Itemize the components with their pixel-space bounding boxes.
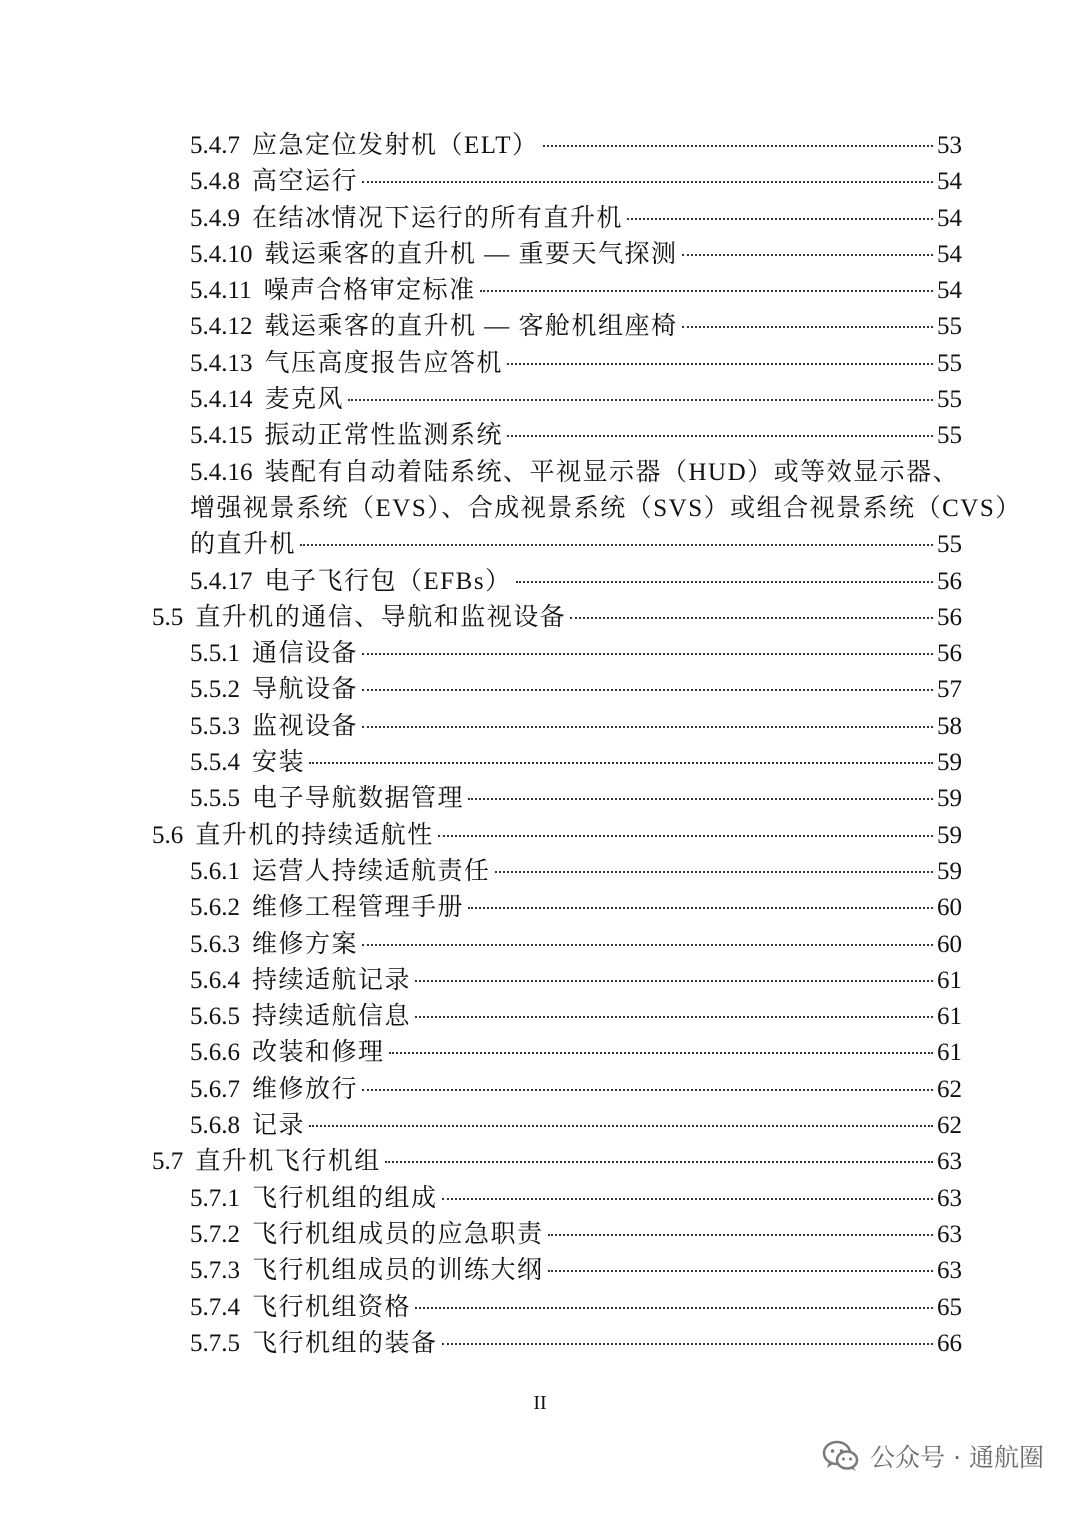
- toc-entry-label: [190, 237, 678, 273]
- toc-entry-label: [190, 201, 623, 237]
- toc-leader-dots: [362, 726, 933, 728]
- toc-entry-page: 59: [937, 749, 962, 777]
- toc-entry[interactable]: [0, 890, 1080, 926]
- toc-entry-title: 气压高度报告应答机: [264, 349, 504, 377]
- toc-entry[interactable]: [0, 309, 1080, 345]
- toc-entry-label: [190, 164, 358, 200]
- toc-entry-line: [190, 201, 962, 237]
- toc-entry-page: 63: [937, 1257, 962, 1285]
- toc-entry-line: [190, 1035, 962, 1071]
- toc-entry[interactable]: [0, 201, 1080, 237]
- toc-entry-number: 5.6.7: [190, 1075, 240, 1103]
- toc-entry-line: [190, 164, 962, 200]
- toc-entry-page: 55: [937, 349, 962, 377]
- toc-entry[interactable]: [0, 672, 1080, 708]
- toc-entry-page: 60: [937, 930, 962, 958]
- toc-entry-line: [190, 1290, 962, 1326]
- toc-entry[interactable]: [0, 237, 1080, 273]
- toc-entry-line: [190, 672, 962, 708]
- toc-leader-dots: [507, 435, 933, 437]
- toc-entry[interactable]: [0, 1144, 1080, 1180]
- toc-entry-label: [190, 672, 358, 708]
- toc-entry-title: 监视设备: [252, 712, 359, 740]
- toc-entry-title: 记录: [252, 1112, 306, 1140]
- toc-entry-line: [190, 1326, 962, 1362]
- toc-entry-label: [190, 128, 539, 164]
- toc-entry-title: 安装: [252, 749, 306, 777]
- toc-entry-title: 飞行机组资格: [252, 1293, 412, 1321]
- toc-entry-title: 维修放行: [252, 1075, 359, 1103]
- toc-entry[interactable]: [0, 927, 1080, 963]
- toc-leader-dots: [348, 399, 933, 401]
- toc-entry[interactable]: [0, 854, 1080, 890]
- toc-entry-page: 62: [937, 1112, 962, 1140]
- toc-entry-label: [190, 781, 464, 817]
- toc-entry-page: 54: [937, 168, 962, 196]
- toc-entry-title-part3: 的直升机: [190, 531, 297, 559]
- toc-entry[interactable]: [0, 346, 1080, 382]
- toc-entry-title: 噪声合格审定标准: [263, 277, 476, 305]
- toc-entry-label: [190, 1253, 544, 1289]
- toc-entry-number: 5.4.17: [190, 567, 253, 595]
- toc-entry-number: 5.4.10: [190, 240, 253, 268]
- toc-entry-label: [190, 1217, 544, 1253]
- toc-entry[interactable]: [0, 128, 1080, 164]
- toc-leader-dots: [468, 907, 933, 909]
- toc-entry-label: [190, 1108, 305, 1144]
- toc-entry-number: 5.4.12: [190, 313, 253, 341]
- toc-leader-dots: [468, 798, 933, 800]
- toc-entry-page: 65: [937, 1293, 962, 1321]
- toc-entry-page: 61: [937, 1039, 962, 1067]
- toc-entry-page: 56: [937, 567, 962, 595]
- toc-entry-line: [190, 1217, 962, 1253]
- toc-entry-page: 56: [937, 603, 962, 631]
- toc-entry-label: [190, 1035, 385, 1071]
- toc-leader-dots: [415, 1016, 933, 1018]
- toc-leader-dots: [442, 1198, 933, 1200]
- toc-entry-title: 振动正常性监测系统: [264, 422, 504, 450]
- toc-entry-line: [190, 963, 962, 999]
- toc-entry-label: [190, 273, 476, 309]
- toc-entry-number: 5.6.3: [190, 930, 240, 958]
- toc-entry-title: 飞行机组成员的训练大纲: [252, 1257, 544, 1285]
- toc-entry[interactable]: [0, 1072, 1080, 1108]
- toc-entry-line: [190, 382, 962, 418]
- toc-entry[interactable]: [0, 273, 1080, 309]
- toc-entry[interactable]: [0, 781, 1080, 817]
- toc-entry-number: 5.6.8: [190, 1112, 240, 1140]
- toc-entry-title: 改装和修理: [252, 1039, 385, 1067]
- toc-entry-number: 5.7.5: [190, 1329, 240, 1357]
- toc-leader-dots: [362, 1089, 933, 1091]
- toc-leader-dots: [385, 1161, 933, 1163]
- toc-entry-line: [190, 636, 962, 672]
- toc-leader-dots: [362, 653, 933, 655]
- toc-entry-number: 5.6.5: [190, 1003, 240, 1031]
- toc-entry-title: 麦克风: [264, 386, 345, 414]
- toc-entry-title: 电子飞行包（EFBs）: [264, 567, 512, 595]
- toc-entry-title: 维修工程管理手册: [252, 894, 465, 922]
- toc-entry-page: 63: [937, 1220, 962, 1248]
- toc-entry-number: 5.6.1: [190, 857, 240, 885]
- toc-entry-line: [190, 1253, 962, 1289]
- toc-entry-label: [190, 309, 678, 345]
- toc-entry-title: 飞行机组的组成: [252, 1184, 438, 1212]
- toc-leader-dots: [682, 254, 933, 256]
- toc-entry-line: [190, 346, 962, 382]
- toc-entry-page: 60: [937, 894, 962, 922]
- toc-entry-line: [190, 709, 962, 745]
- toc-leader-dots: [438, 835, 933, 837]
- toc-entry-page: 54: [937, 204, 962, 232]
- toc-entry-title: 直升机飞行机组: [195, 1148, 381, 1176]
- wechat-icon: [822, 1440, 860, 1472]
- toc-entry-title-part1: 装配有自动着陆系统、平视显示器（HUD）或等效显示器、: [264, 458, 960, 486]
- toc-entry-page: 53: [937, 132, 962, 159]
- toc-entry-number: 5.5.1: [190, 640, 240, 668]
- toc-entry[interactable]: [0, 418, 1080, 454]
- toc-entry-number: 5.4.13: [190, 349, 253, 377]
- toc-entry-label: [190, 709, 358, 745]
- toc-entry-page: 63: [937, 1148, 962, 1176]
- toc-leader-dots: [548, 1270, 933, 1272]
- toc-entry-label: [190, 382, 344, 418]
- toc-entry-number: 5.5.2: [190, 676, 240, 704]
- toc-entry-page: 59: [937, 785, 962, 813]
- toc-leader-dots: [309, 762, 933, 764]
- toc-entry[interactable]: [0, 709, 1080, 745]
- toc-entry[interactable]: [0, 164, 1080, 200]
- toc-entry[interactable]: [0, 1290, 1080, 1326]
- toc-entry-label: [190, 927, 358, 963]
- toc-entry-title: 载运乘客的直升机 — 重要天气探测: [264, 240, 678, 268]
- toc-entry-line: [190, 854, 962, 890]
- toc-entry-line: [152, 1144, 962, 1180]
- toc-entry-line: [190, 564, 962, 600]
- toc-entry-label: [152, 818, 434, 854]
- toc-entry-number: 5.4.15: [190, 422, 253, 450]
- toc-entry-line: [190, 745, 962, 781]
- toc-leader-dots: [516, 581, 933, 583]
- toc-entry-page: 61: [937, 966, 962, 994]
- toc-entry-number: 5.5.3: [190, 712, 240, 740]
- toc-entry-title: 飞行机组成员的应急职责: [252, 1220, 544, 1248]
- toc-entry-page: 55: [937, 386, 962, 414]
- toc-entry-label: [190, 564, 512, 600]
- toc-entry-multiline-line2: [190, 491, 1022, 527]
- toc-entry-number: 5.4.7: [190, 132, 240, 159]
- toc-entry-page: 55: [937, 313, 962, 341]
- toc-entry-number: 5.4.11: [190, 277, 252, 305]
- toc-entry-number: 5.4.16: [190, 458, 253, 486]
- toc-entry-label: [190, 636, 358, 672]
- toc-leader-dots: [682, 326, 933, 328]
- toc-entry-line: [190, 999, 962, 1035]
- toc-section-b: [0, 564, 1080, 1363]
- toc-entry-number: 5.7.1: [190, 1184, 240, 1212]
- toc-leader-dots: [389, 1052, 933, 1054]
- toc-entry-line: [152, 600, 962, 636]
- toc-section-a: [0, 128, 1080, 455]
- toc-entry-line: [190, 128, 962, 164]
- toc-entry-page: 59: [937, 857, 962, 885]
- toc-entry-line: [190, 890, 962, 926]
- toc-entry-title: 持续适航信息: [252, 1003, 412, 1031]
- toc-entry-line: [190, 273, 962, 309]
- toc-leader-dots: [548, 1234, 933, 1236]
- toc-entry[interactable]: [0, 1253, 1080, 1289]
- toc-entry[interactable]: [0, 745, 1080, 781]
- toc-entry[interactable]: [0, 1108, 1080, 1144]
- toc-leader-dots: [480, 290, 933, 292]
- toc-entry[interactable]: [0, 636, 1080, 672]
- toc-entry[interactable]: [0, 600, 1080, 636]
- toc-entry-number: 5.5.5: [190, 785, 240, 813]
- toc-entry[interactable]: [0, 818, 1080, 854]
- toc-entry-title: 电子导航数据管理: [252, 785, 465, 813]
- toc-leader-dots: [362, 181, 933, 183]
- toc-entry-page: 58: [937, 712, 962, 740]
- toc-entry-page: 56: [937, 640, 962, 668]
- toc-entry-number: 5.5.4: [190, 749, 240, 777]
- toc-leader-dots: [362, 944, 933, 946]
- toc-entry-number: 5.4.9: [190, 204, 240, 232]
- toc-entry-title: 维修方案: [252, 930, 359, 958]
- toc-entry-line: [190, 1181, 962, 1217]
- toc-leader-dots: [570, 617, 933, 619]
- toc-entry-title: 载运乘客的直升机 — 客舱机组座椅: [264, 313, 678, 341]
- toc-entry-page: 57: [937, 676, 962, 704]
- toc-entry-line: [190, 781, 962, 817]
- toc-entry-page: 61: [937, 1003, 962, 1031]
- toc-leader-dots: [415, 980, 933, 982]
- toc-leader-dots: [309, 1125, 933, 1127]
- toc-entry-line: [190, 237, 962, 273]
- toc-entry-page: 62: [937, 1075, 962, 1103]
- toc-entry-number: 5.6.6: [190, 1039, 240, 1067]
- toc-entry-number: 5.7.2: [190, 1220, 240, 1248]
- toc-entry[interactable]: [0, 1181, 1080, 1217]
- toc-leader-dots: [442, 1343, 933, 1345]
- toc-entry-title: 飞行机组的装备: [252, 1329, 438, 1357]
- toc-entry-number: 5.4.14: [190, 386, 253, 414]
- toc-entry-title: 直升机的通信、导航和监视设备: [195, 603, 567, 631]
- toc-entry-title: 在结冰情况下运行的所有直升机: [252, 204, 624, 232]
- page-number-footer: II: [533, 1392, 547, 1414]
- toc-leader-dots: [495, 871, 933, 873]
- toc-entry-page: 55: [937, 531, 962, 559]
- toc-entry-label: [190, 346, 503, 382]
- toc-leader-dots: [627, 218, 933, 220]
- toc-entry-label: [190, 1290, 411, 1326]
- toc-entry-line: [190, 1108, 962, 1144]
- toc-entry-title: 持续适航记录: [252, 966, 412, 994]
- toc-entry-label: [190, 1326, 438, 1362]
- toc-entry-page: 54: [937, 277, 962, 305]
- toc-entry-number: 5.4.8: [190, 168, 240, 196]
- toc-entry-title: 运营人持续适航责任: [252, 857, 491, 885]
- toc-entry-title: 直升机的持续适航性: [195, 821, 434, 849]
- toc-leader-dots: [362, 689, 933, 691]
- toc-entry-line: [152, 818, 962, 854]
- toc-leader-dots: [543, 145, 933, 147]
- toc-entry[interactable]: [0, 1217, 1080, 1253]
- toc-entry-label: [152, 600, 566, 636]
- toc-entry-label: [190, 745, 305, 781]
- toc-entry-title: 应急定位发射机（ELT）: [252, 132, 539, 159]
- toc-entry-title: 高空运行: [252, 168, 359, 196]
- table-of-contents: [0, 128, 1080, 1362]
- toc-entry-multiline[interactable]: [0, 455, 1080, 564]
- toc-entry-label: [190, 1072, 358, 1108]
- toc-entry[interactable]: [0, 1326, 1080, 1362]
- toc-entry[interactable]: [0, 963, 1080, 999]
- toc-entry-number: 5.7.3: [190, 1257, 240, 1285]
- toc-entry-line: [190, 309, 962, 345]
- toc-entry-page: 66: [937, 1329, 962, 1357]
- toc-entry-label: [190, 1181, 438, 1217]
- toc-entry-title-part2: 增强视景系统（EVS）、合成视景系统（SVS）或组合视景系统（CVS）: [190, 494, 1022, 522]
- toc-entry-line: [190, 1072, 962, 1108]
- toc-entry-line: [190, 418, 962, 454]
- toc-entry-label: [152, 1144, 381, 1180]
- toc-entry-number: 5.7: [152, 1148, 184, 1176]
- toc-entry-title: 通信设备: [252, 640, 359, 668]
- toc-leader-dots: [300, 544, 933, 546]
- toc-entry-multiline-line3: [190, 527, 962, 563]
- toc-entry-label: [190, 963, 411, 999]
- toc-entry-multiline-line1: [190, 455, 972, 491]
- toc-entry-title: 导航设备: [252, 676, 359, 704]
- toc-entry-page: 59: [937, 821, 962, 849]
- toc-leader-dots: [507, 363, 933, 365]
- toc-entry[interactable]: [0, 999, 1080, 1035]
- toc-entry-page: 54: [937, 240, 962, 268]
- toc-entry[interactable]: [0, 564, 1080, 600]
- toc-entry-line: [190, 927, 962, 963]
- toc-entry-label: [190, 854, 491, 890]
- toc-leader-dots: [415, 1307, 933, 1309]
- toc-entry-number: 5.5: [152, 603, 184, 631]
- toc-entry-number: 5.6: [152, 821, 184, 849]
- watermark: [822, 1438, 1044, 1474]
- toc-entry-number: 5.6.2: [190, 894, 240, 922]
- toc-entry-label: [190, 999, 411, 1035]
- toc-entry[interactable]: [0, 1035, 1080, 1071]
- toc-entry-label: [190, 418, 503, 454]
- toc-entry-number: 5.6.4: [190, 966, 240, 994]
- toc-entry-label: [190, 890, 464, 926]
- watermark-text: 公众号 · 通航圈: [870, 1443, 1044, 1472]
- toc-entry-number: 5.7.4: [190, 1293, 240, 1321]
- toc-entry-page: 63: [937, 1184, 962, 1212]
- toc-entry-page: 55: [937, 422, 962, 450]
- toc-entry[interactable]: [0, 382, 1080, 418]
